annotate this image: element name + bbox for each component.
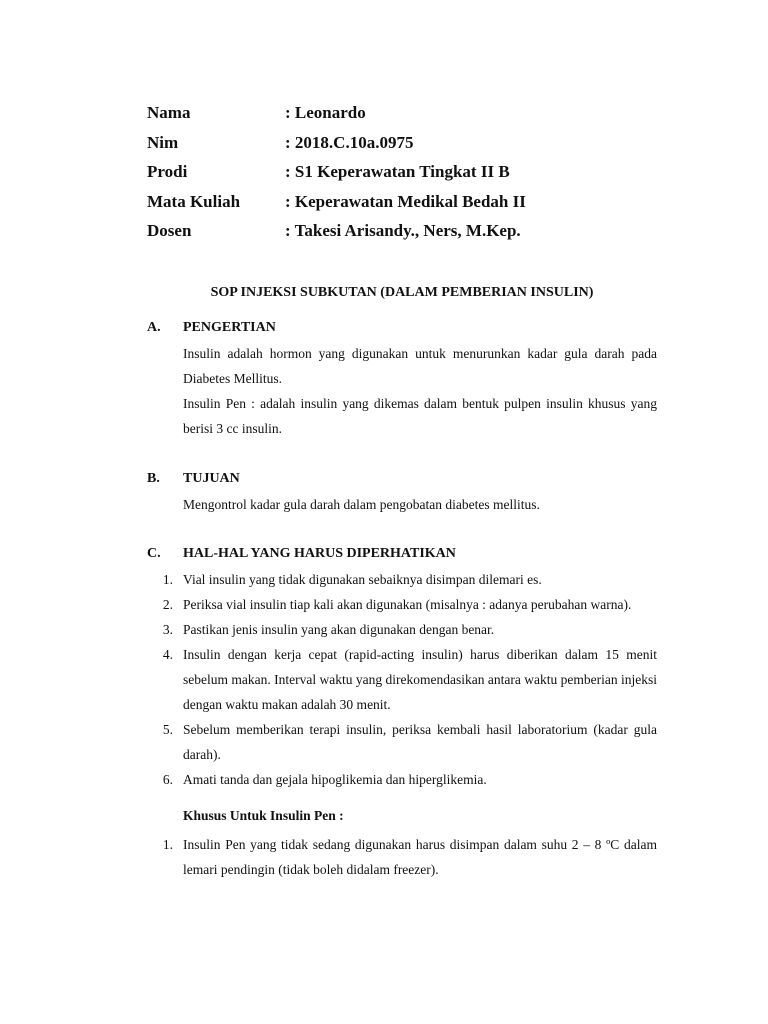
student-identity-block	[147, 101, 526, 249]
identity-row-nim	[147, 131, 526, 161]
list-item	[147, 617, 657, 642]
section-letter: B.	[147, 471, 160, 486]
identity-row-nama	[147, 101, 526, 131]
section-heading	[147, 469, 657, 489]
identity-label: Dosen	[147, 221, 192, 240]
identity-label: Prodi	[147, 162, 188, 181]
paragraph: Insulin Pen : adalah insulin yang dikemas dalam bentuk pulpen insulin khusus yang berisi 3 cc insulin.	[183, 396, 657, 436]
list-text: Vial insulin yang tidak digunakan sebaiknya disimpan dilemari es.	[183, 572, 542, 587]
numbered-list	[147, 567, 657, 792]
identity-row-prodi	[147, 160, 526, 190]
list-text: Amati tanda dan gejala hipoglikemia dan hiperglikemia.	[183, 772, 487, 787]
paragraph: Mengontrol kadar gula darah dalam pengobatan diabetes mellitus.	[183, 497, 540, 512]
section-title: HAL-HAL YANG HARUS DIPERHATIKAN	[183, 546, 456, 561]
list-item	[147, 717, 657, 767]
section-tujuan	[147, 469, 657, 517]
identity-value: : Keperawatan Medikal Bedah II	[285, 191, 526, 211]
section-pengertian	[147, 318, 657, 441]
identity-row-mata-kuliah	[147, 190, 526, 220]
identity-label: Nama	[147, 103, 191, 122]
list-item	[147, 767, 657, 792]
insulin-pen-list	[147, 832, 657, 882]
list-item	[147, 567, 657, 592]
section-letter: C.	[147, 546, 161, 561]
list-number: 1.	[162, 837, 173, 852]
identity-value: : Leonardo	[285, 103, 366, 122]
list-number: 4.	[162, 647, 173, 662]
list-text: Sebelum memberikan terapi insulin, periksa kembali hasil laboratorium (kadar gula darah).	[183, 722, 657, 762]
section-title: TUJUAN	[183, 471, 240, 486]
list-text: Pastikan jenis insulin yang akan digunakan dengan benar.	[183, 622, 495, 637]
identity-value: : S1 Keperawatan Tingkat II B	[285, 162, 510, 181]
identity-label: Nim	[147, 132, 179, 152]
list-text: Insulin dengan kerja cepat (rapid-acting insulin) harus diberikan dalam 15 menit sebelum makan. Interval waktu yang direkomendasikan antara waktu pemberian injeksi dengan waktu makan adalah 30 menit.	[183, 647, 657, 712]
section-title: PENGERTIAN	[183, 320, 276, 335]
identity-label: Mata Kuliah	[147, 191, 241, 211]
list-number: 6.	[162, 772, 173, 787]
list-number: 5.	[162, 722, 173, 737]
section-letter: A.	[147, 320, 161, 335]
paragraph: Insulin adalah hormon yang digunakan untuk menurunkan kadar gula darah pada Diabetes Mellitus.	[183, 346, 657, 386]
list-item	[147, 642, 657, 717]
list-text: Insulin Pen yang tidak sedang digunakan harus disimpan dalam suhu 2 – 8 ºC dalam lemari pendingin (tidak boleh didalam freezer).	[183, 837, 657, 877]
list-item	[147, 832, 657, 882]
list-number: 3.	[162, 622, 173, 637]
identity-value: : Takesi Arisandy., Ners, M.Kep.	[285, 221, 521, 240]
section-heading	[147, 544, 657, 564]
list-number: 1.	[162, 572, 173, 587]
identity-row-dosen	[147, 219, 526, 249]
section-heading	[147, 318, 657, 338]
list-item	[147, 592, 657, 617]
list-number: 2.	[162, 597, 173, 612]
identity-value: : 2018.C.10a.0975	[285, 132, 414, 152]
list-text: Periksa vial insulin tiap kali akan digunakan (misalnya : adanya perubahan warna).	[183, 597, 632, 612]
insulin-pen-subheading: Khusus Untuk Insulin Pen :	[183, 808, 344, 823]
section-hal-hal-yang-harus-diperhatikan	[147, 544, 657, 882]
document-title: SOP INJEKSI SUBKUTAN (DALAM PEMBERIAN INSULIN)	[210, 285, 594, 300]
